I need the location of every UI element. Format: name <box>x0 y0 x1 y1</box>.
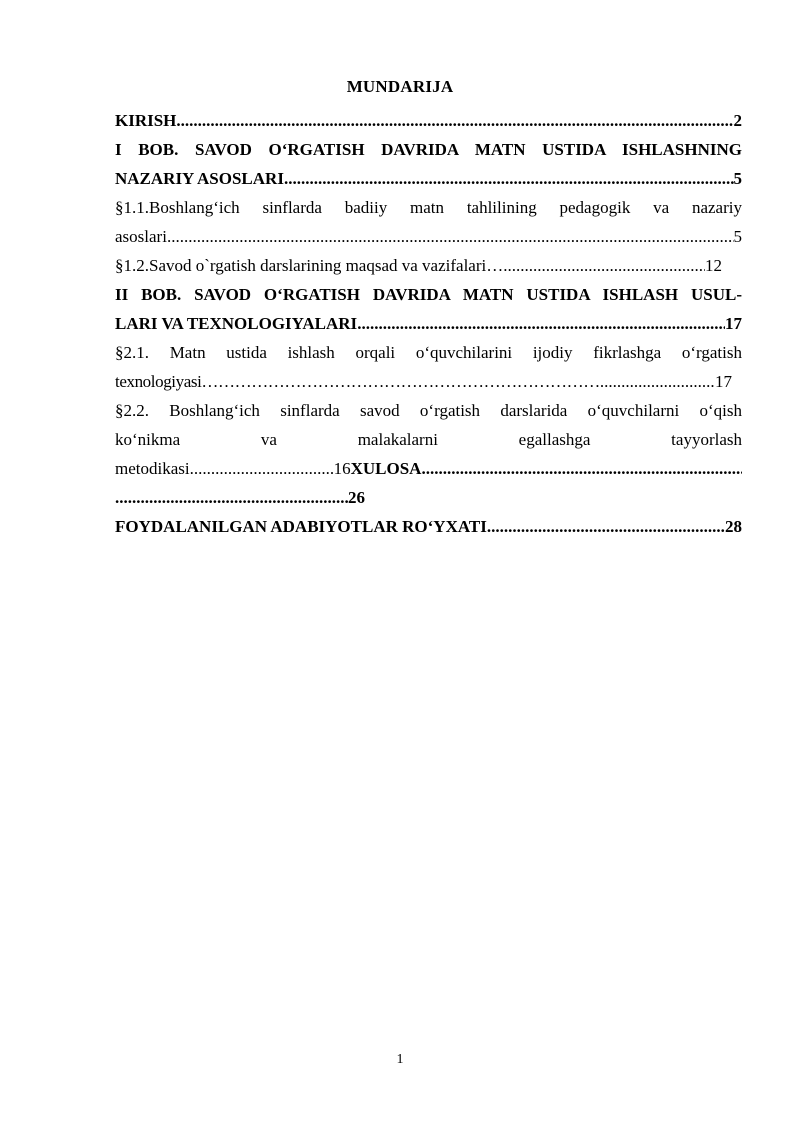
toc-entry-kirish[interactable] <box>115 106 742 135</box>
toc-entry-label: asoslari <box>115 227 167 246</box>
toc-entry-label: §1.2.Savod o`rgatish darslarining maqsad va vazifalari… <box>115 256 504 275</box>
toc-entry-bob2-line2[interactable] <box>115 309 742 338</box>
toc-page-number: 17 <box>715 372 732 391</box>
toc-page-number: 26 <box>348 488 365 507</box>
toc-page-number: 17 <box>725 314 742 333</box>
toc-entry-s22-line2[interactable]: ko‘nikma va malakalarni egallashga tayyorlash <box>115 430 742 449</box>
toc-entry-s11-line1[interactable]: §1.1.Boshlang‘ich sinflarda badiiy matn tahlilining pedagogik va nazariy <box>115 198 742 217</box>
toc-entry-s22-line3[interactable] <box>115 454 742 483</box>
toc-entry-bob2-line1[interactable]: II BOB. SAVOD O‘RGATISH DAVRIDA MATN USTIDA ISHLASH USUL- <box>115 285 742 304</box>
table-of-contents <box>115 106 742 541</box>
toc-page-number: 28 <box>725 517 742 536</box>
toc-entry-s12[interactable] <box>115 251 722 280</box>
toc-page-number: 2 <box>733 111 742 130</box>
dot-leader <box>115 483 348 512</box>
toc-page-number: 12 <box>705 256 722 275</box>
dot-leader <box>503 251 705 280</box>
toc-entry-xulosa-page[interactable] <box>115 483 365 512</box>
toc-entry-label: FOYDALANILGAN ADABIYOTLAR RO‘YXATI <box>115 517 487 536</box>
toc-entry-label: metodikasi <box>115 459 190 478</box>
toc-entry-foydalanilgan[interactable] <box>115 512 742 541</box>
dot-leader <box>487 512 725 541</box>
dot-leader <box>600 367 715 396</box>
toc-entry-label: KIRISH <box>115 111 177 130</box>
toc-entry-label: texnologiyasi……………………………………………………………… <box>115 372 600 391</box>
toc-title: MUNDARIJA <box>346 77 454 96</box>
toc-page-number: 5 <box>733 227 742 246</box>
toc-entry-s21-line2[interactable] <box>115 367 732 396</box>
toc-entry-label: NAZARIY ASOSLARI <box>115 169 284 188</box>
dot-leader <box>284 164 734 193</box>
toc-page-number: 16 <box>333 459 351 478</box>
dot-leader <box>421 454 742 483</box>
dot-leader <box>190 454 334 483</box>
dot-leader <box>357 309 725 338</box>
toc-page-number: 5 <box>733 169 742 188</box>
toc-entry-label-xulosa[interactable]: XULOSA <box>350 459 422 478</box>
dot-leader <box>176 106 733 135</box>
toc-entry-s21-line1[interactable]: §2.1. Matn ustida ishlash orqali o‘quvchilarini ijodiy fikrlashga o‘rgatish <box>115 343 742 362</box>
toc-entry-s11-line2[interactable] <box>115 222 742 251</box>
toc-entry-s22-line1[interactable]: §2.2. Boshlang‘ich sinflarda savod o‘rgatish darslarida o‘quvchilarni o‘qish <box>115 401 742 420</box>
toc-entry-bob1-line1[interactable]: I BOB. SAVOD O‘RGATISH DAVRIDA MATN USTIDA ISHLASHNING <box>115 140 742 159</box>
dot-leader <box>167 222 734 251</box>
toc-entry-bob1-line2[interactable] <box>115 164 742 193</box>
toc-entry-label: LARI VA TEXNOLOGIYALARI <box>115 314 358 333</box>
page-number: 1 <box>396 1052 404 1067</box>
